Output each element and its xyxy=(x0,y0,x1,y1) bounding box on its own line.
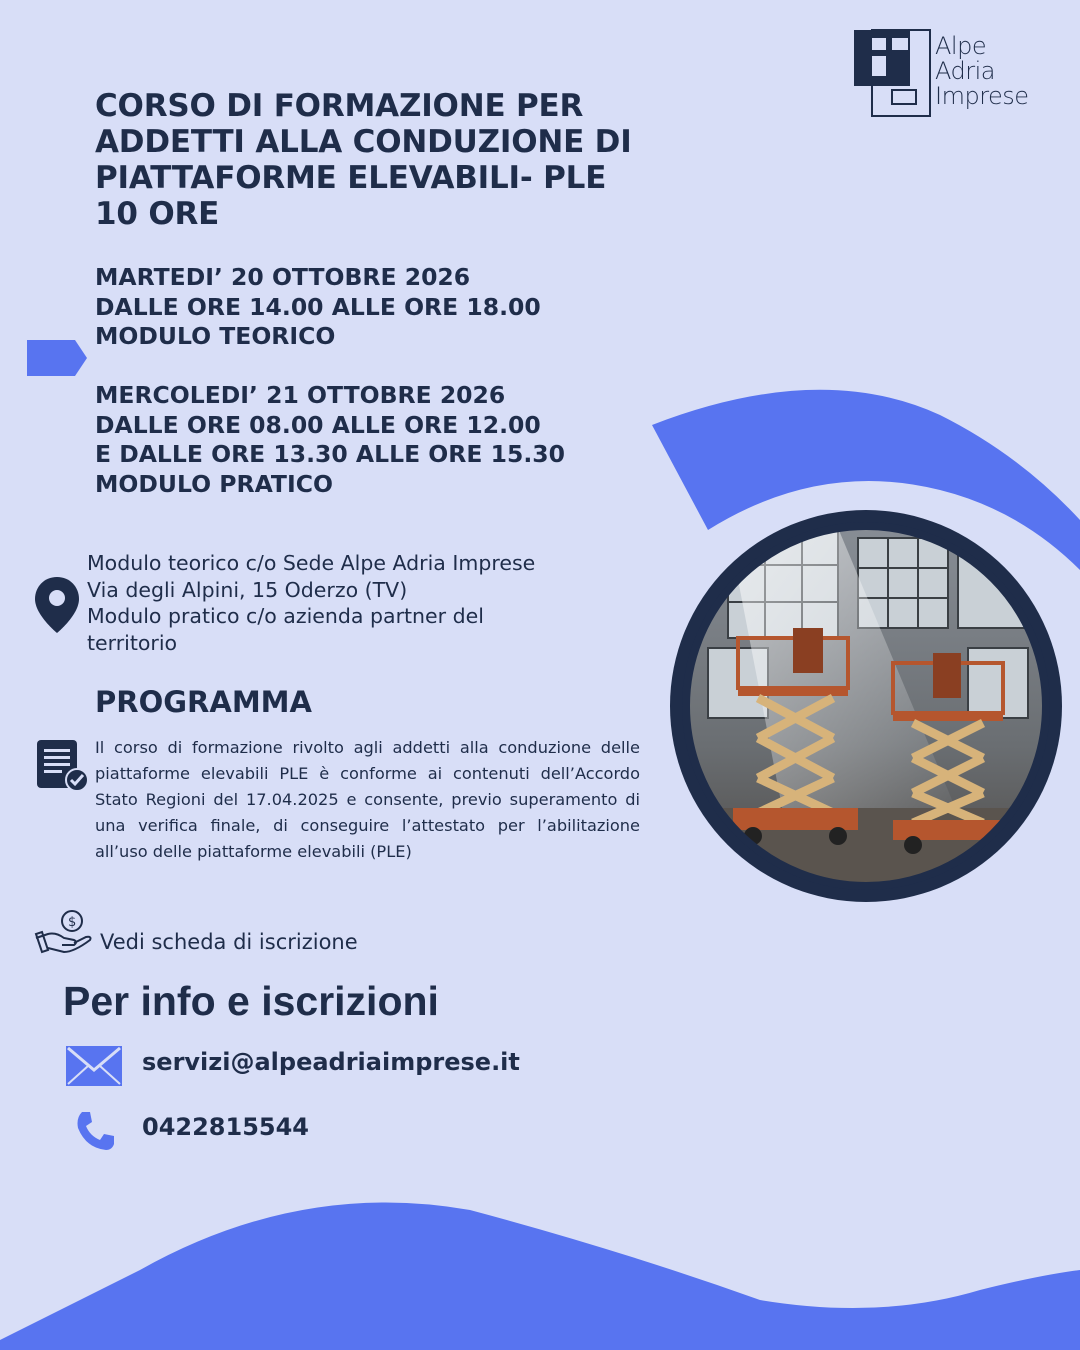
phone-link[interactable]: 0422815544 xyxy=(142,1113,309,1141)
iscrizione-note: Vedi scheda di iscrizione xyxy=(100,930,358,954)
svg-text:$: $ xyxy=(68,915,77,930)
company-logo xyxy=(852,28,1052,120)
schedule-line: DALLE ORE 08.00 ALLE ORE 12.00 xyxy=(95,410,541,439)
location-line: Modulo pratico c/o azienda partner del xyxy=(87,604,484,628)
scissor-lift-photo xyxy=(668,508,1064,904)
schedule-line: E DALLE ORE 13.30 ALLE ORE 15.30 xyxy=(95,440,565,468)
location-line: Via degli Alpini, 15 Oderzo (TV) xyxy=(87,577,408,602)
title-line: 10 ORE xyxy=(95,196,220,232)
envelope-icon xyxy=(66,1046,122,1086)
logo-line: Alpe xyxy=(935,32,987,60)
title-line: CORSO DI FORMAZIONE PER xyxy=(95,88,584,124)
location-block xyxy=(87,550,657,656)
title-line: PIATTAFORME ELEVABILI- PLE xyxy=(95,160,607,196)
course-title xyxy=(95,88,695,232)
logo-text xyxy=(935,34,1029,109)
map-pin-icon xyxy=(33,575,81,635)
bottom-wave xyxy=(0,1203,1080,1350)
info-heading: Per info e iscrizioni xyxy=(63,978,439,1024)
location-line: territorio xyxy=(87,630,178,655)
hand-money-icon xyxy=(34,908,94,958)
email-link[interactable]: servizi@alpeadriaimprese.it xyxy=(142,1048,520,1076)
title-line: ADDETTI ALLA CONDUZIONE DI xyxy=(95,124,632,160)
schedule-line: MARTEDI’ 20 OTTOBRE 2026 xyxy=(95,263,471,291)
document-check-icon xyxy=(35,738,89,794)
schedule-day-1 xyxy=(95,263,655,352)
programma-description: Il corso di formazione rivolto agli addetti alla conduzione delle piattaforme elevabili PLE è conforme ai contenuti dell’Accordo Stato Regioni del 17.04.2025 e consente, previo superamento di una verifica finale, di conseguire l’attestato per l’abilitazione all’uso delle piattaforme elevabili (PLE) xyxy=(95,738,640,861)
schedule-day-2 xyxy=(95,381,655,499)
phone-icon xyxy=(74,1110,116,1152)
logo-line: Imprese xyxy=(935,82,1029,110)
location-line: Modulo teorico c/o Sede Alpe Adria Imprese xyxy=(87,551,536,575)
schedule-line: MODULO PRATICO xyxy=(95,469,333,498)
schedule-line: DALLE ORE 14.00 ALLE ORE 18.00 xyxy=(95,292,541,321)
schedule-line: MODULO TEORICO xyxy=(95,322,336,350)
logo-line: Adria xyxy=(935,57,995,85)
programma-heading: PROGRAMMA xyxy=(95,685,312,719)
schedule-line: MERCOLEDI’ 21 OTTOBRE 2026 xyxy=(95,381,506,409)
arrow-tag-icon xyxy=(27,340,87,376)
logo-mark-icon xyxy=(852,28,932,118)
